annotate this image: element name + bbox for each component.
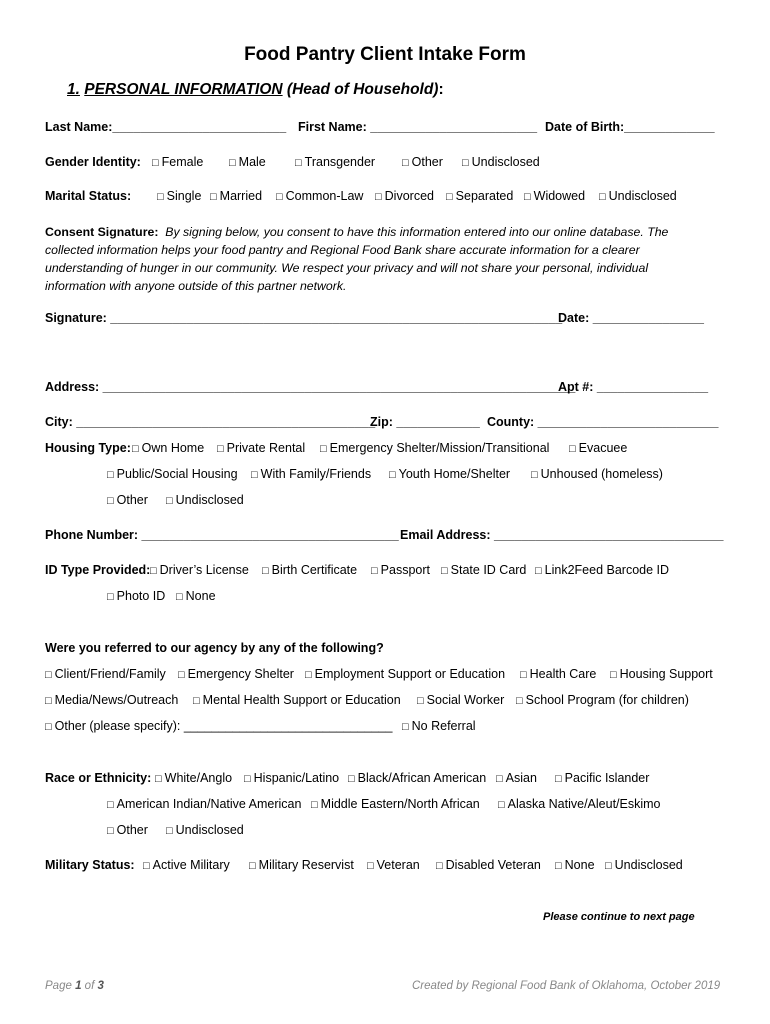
section-suffix: (Head of Household) bbox=[286, 81, 439, 98]
housing-option-label: Undisclosed bbox=[175, 493, 244, 507]
referral-option[interactable] bbox=[516, 692, 689, 709]
first-name-field[interactable]: First Name: ________________________ bbox=[298, 120, 538, 134]
checkbox-icon[interactable]: □ bbox=[217, 443, 224, 455]
military-label: Military Status: bbox=[45, 858, 135, 872]
marital-option-label: Common-Law bbox=[285, 189, 364, 203]
section-colon: : bbox=[438, 81, 444, 98]
checkbox-icon[interactable]: □ bbox=[320, 443, 327, 455]
military-option[interactable] bbox=[605, 857, 683, 874]
military-option-label: Veteran bbox=[376, 858, 420, 872]
checkbox-icon[interactable]: □ bbox=[555, 773, 562, 785]
referral-option[interactable] bbox=[305, 666, 505, 683]
referral-option[interactable] bbox=[45, 692, 178, 709]
referral-option[interactable] bbox=[417, 692, 504, 709]
race-option[interactable] bbox=[166, 822, 244, 839]
military-option-label: Undisclosed bbox=[614, 858, 683, 872]
marital-option[interactable] bbox=[524, 188, 585, 205]
referral-option-label: Media/News/Outreach bbox=[54, 693, 179, 707]
checkbox-icon[interactable]: □ bbox=[599, 191, 606, 203]
military-option[interactable] bbox=[555, 857, 595, 874]
checkbox-icon[interactable]: □ bbox=[498, 799, 505, 811]
id-type-option-label: None bbox=[185, 589, 216, 603]
referral-option[interactable] bbox=[520, 666, 596, 683]
race-option[interactable] bbox=[107, 822, 148, 839]
referral-option-label: Social Worker bbox=[426, 693, 505, 707]
race-option-label: Alaska Native/Aleut/Eskimo bbox=[507, 797, 661, 811]
checkbox-icon[interactable]: □ bbox=[229, 157, 236, 169]
checkbox-icon[interactable]: □ bbox=[520, 669, 527, 681]
marital-option-label: Divorced bbox=[384, 189, 434, 203]
checkbox-icon[interactable]: □ bbox=[107, 799, 114, 811]
housing-option[interactable] bbox=[569, 440, 627, 457]
checkbox-icon[interactable]: □ bbox=[295, 157, 302, 169]
signature-field[interactable]: Signature: _________________________________________________________________ bbox=[45, 311, 563, 325]
checkbox-icon[interactable]: □ bbox=[516, 695, 523, 707]
housing-option[interactable] bbox=[217, 440, 305, 457]
consent-paragraph bbox=[45, 223, 705, 295]
checkbox-icon[interactable]: □ bbox=[402, 157, 409, 169]
checkbox-icon[interactable]: □ bbox=[166, 495, 173, 507]
page-current: 1 bbox=[75, 980, 82, 992]
referral-other-field[interactable] bbox=[45, 718, 392, 735]
gender-option[interactable] bbox=[295, 154, 375, 171]
race-label: Race or Ethnicity: bbox=[45, 771, 152, 785]
checkbox-icon[interactable]: □ bbox=[244, 773, 251, 785]
housing-option-label: Evacuee bbox=[578, 441, 628, 455]
race-option[interactable] bbox=[155, 770, 232, 787]
gender-option-label: Transgender bbox=[304, 155, 376, 169]
checkbox-icon[interactable]: □ bbox=[107, 825, 114, 837]
section-heading bbox=[67, 81, 444, 99]
checkbox-icon[interactable]: □ bbox=[276, 191, 283, 203]
referral-option-label: Health Care bbox=[529, 667, 597, 681]
referral-question: Were you referred to our agency by any of the following? bbox=[45, 641, 384, 655]
id-type-option-label: Link2Feed Barcode ID bbox=[544, 563, 670, 577]
marital-option[interactable] bbox=[276, 188, 363, 205]
marital-option[interactable] bbox=[157, 188, 201, 205]
id-type-option[interactable] bbox=[107, 588, 165, 605]
housing-option[interactable] bbox=[107, 466, 238, 483]
referral-option[interactable] bbox=[45, 666, 166, 683]
page-number bbox=[45, 980, 104, 992]
checkbox-icon[interactable]: □ bbox=[446, 191, 453, 203]
signature-date-field[interactable]: Date: ________________ bbox=[558, 311, 704, 325]
checkbox-icon[interactable]: □ bbox=[45, 695, 52, 707]
id-type-option-label: State ID Card bbox=[450, 563, 527, 577]
race-option-label: Asian bbox=[505, 771, 537, 785]
city-field[interactable]: City: ___________________________________________ bbox=[45, 415, 376, 429]
race-option-label: Undisclosed bbox=[175, 823, 244, 837]
continue-note: Please continue to next page bbox=[543, 911, 695, 923]
referral-option-label: School Program (for children) bbox=[525, 693, 689, 707]
gender-option-label: Male bbox=[238, 155, 266, 169]
referral-none-label: No Referral bbox=[411, 719, 476, 733]
checkbox-icon[interactable]: □ bbox=[251, 469, 258, 481]
housing-option[interactable] bbox=[107, 492, 148, 509]
military-option-label: Military Reservist bbox=[258, 858, 354, 872]
checkbox-icon[interactable]: □ bbox=[262, 565, 269, 577]
checkbox-icon[interactable]: □ bbox=[417, 695, 424, 707]
gender-option[interactable] bbox=[152, 154, 203, 171]
checkbox-icon[interactable]: □ bbox=[155, 773, 162, 785]
checkbox-icon[interactable]: □ bbox=[605, 860, 612, 872]
email-field[interactable]: Email Address: _________________________________ bbox=[400, 528, 724, 542]
id-type-option[interactable] bbox=[176, 588, 216, 605]
checkbox-icon[interactable]: □ bbox=[531, 469, 538, 481]
housing-label: Housing Type: bbox=[45, 441, 131, 455]
id-type-option[interactable] bbox=[441, 562, 526, 579]
marital-option[interactable] bbox=[446, 188, 513, 205]
race-option[interactable] bbox=[311, 796, 480, 813]
checkbox-icon[interactable]: □ bbox=[569, 443, 576, 455]
page-total: 3 bbox=[97, 980, 104, 992]
checkbox-icon[interactable]: □ bbox=[496, 773, 503, 785]
race-option[interactable] bbox=[496, 770, 537, 787]
gender-option-label: Undisclosed bbox=[471, 155, 540, 169]
id-type-option-label: Birth Certificate bbox=[271, 563, 358, 577]
marital-option-label: Widowed bbox=[533, 189, 586, 203]
housing-option[interactable] bbox=[389, 466, 510, 483]
referral-option[interactable] bbox=[610, 666, 713, 683]
checkbox-icon[interactable]: □ bbox=[402, 721, 409, 733]
checkbox-icon[interactable]: □ bbox=[45, 669, 52, 681]
gender-option[interactable] bbox=[229, 154, 266, 171]
housing-option[interactable] bbox=[251, 466, 371, 483]
checkbox-icon[interactable]: □ bbox=[535, 565, 542, 577]
id-type-option-label: Driver’s License bbox=[159, 563, 249, 577]
housing-option-label: With Family/Friends bbox=[260, 467, 372, 481]
checkbox-icon[interactable]: □ bbox=[178, 669, 185, 681]
referral-other-label: Other (please specify): ______________________________ bbox=[54, 719, 393, 733]
phone-field[interactable]: Phone Number: _____________________________________ bbox=[45, 528, 399, 542]
marital-option-label: Single bbox=[166, 189, 202, 203]
military-option[interactable] bbox=[367, 857, 420, 874]
checkbox-icon[interactable]: □ bbox=[193, 695, 200, 707]
housing-option-label: Public/Social Housing bbox=[116, 467, 238, 481]
footer-credit: Created by Regional Food Bank of Oklahoma, October 2019 bbox=[412, 980, 721, 992]
military-option[interactable] bbox=[143, 857, 230, 874]
military-option-label: Active Military bbox=[152, 858, 230, 872]
checkbox-icon[interactable]: □ bbox=[210, 191, 217, 203]
housing-option-label: Youth Home/Shelter bbox=[398, 467, 511, 481]
zip-field[interactable]: Zip: ____________ bbox=[370, 415, 480, 429]
checkbox-icon[interactable]: □ bbox=[150, 565, 157, 577]
housing-option-label: Other bbox=[116, 493, 148, 507]
id-type-option[interactable] bbox=[535, 562, 669, 579]
address-field[interactable]: Address: ____________________________________________________________________ bbox=[45, 380, 576, 394]
race-option-label: White/Anglo bbox=[164, 771, 233, 785]
housing-option-label: Unhoused (homeless) bbox=[540, 467, 663, 481]
checkbox-icon[interactable]: □ bbox=[375, 191, 382, 203]
gender-option-label: Other bbox=[411, 155, 443, 169]
referral-option-label: Emergency Shelter bbox=[187, 667, 294, 681]
consent-label: Consent Signature: bbox=[45, 225, 159, 239]
consent-text: By signing below, you consent to have this information entered into our online database. The collected information helps your food pantry and Regional Food Bank share accurate information for a clearer understanding of hunger in our community. We respect your privacy and will not share your personal, individual information with anyone outside of this partner network. bbox=[45, 225, 669, 293]
referral-option-label: Housing Support bbox=[619, 667, 713, 681]
housing-option-label: Own Home bbox=[141, 441, 205, 455]
id-type-option-label: Photo ID bbox=[116, 589, 166, 603]
marital-option-label: Married bbox=[219, 189, 263, 203]
housing-option[interactable] bbox=[132, 440, 204, 457]
id-type-option[interactable] bbox=[371, 562, 430, 579]
date-of-birth-field[interactable]: Date of Birth:_____________ bbox=[545, 120, 715, 134]
referral-none-option[interactable] bbox=[402, 718, 476, 735]
checkbox-icon[interactable]: □ bbox=[107, 495, 114, 507]
race-option-label: Other bbox=[116, 823, 148, 837]
referral-option[interactable] bbox=[178, 666, 294, 683]
last-name-field[interactable]: Last Name:_________________________ bbox=[45, 120, 287, 134]
checkbox-icon[interactable]: □ bbox=[436, 860, 443, 872]
race-option-label: Black/African American bbox=[357, 771, 487, 785]
housing-option[interactable] bbox=[531, 466, 663, 483]
marital-option[interactable] bbox=[375, 188, 434, 205]
checkbox-icon[interactable]: □ bbox=[441, 565, 448, 577]
page-word: Page bbox=[45, 980, 72, 992]
gender-option[interactable] bbox=[402, 154, 443, 171]
checkbox-icon[interactable]: □ bbox=[367, 860, 374, 872]
military-option[interactable] bbox=[249, 857, 354, 874]
checkbox-icon[interactable]: □ bbox=[389, 469, 396, 481]
housing-option-label: Emergency Shelter/Mission/Transitional bbox=[329, 441, 550, 455]
housing-option[interactable] bbox=[320, 440, 549, 457]
checkbox-icon[interactable]: □ bbox=[305, 669, 312, 681]
marital-option-label: Undisclosed bbox=[608, 189, 677, 203]
race-option-label: American Indian/Native American bbox=[116, 797, 302, 811]
race-option[interactable] bbox=[555, 770, 649, 787]
marital-option[interactable] bbox=[210, 188, 262, 205]
checkbox-icon[interactable]: □ bbox=[610, 669, 617, 681]
race-option[interactable] bbox=[107, 796, 301, 813]
checkbox-icon[interactable]: □ bbox=[45, 721, 52, 733]
marital-option[interactable] bbox=[599, 188, 677, 205]
checkbox-icon[interactable]: □ bbox=[462, 157, 469, 169]
id-type-option-label: Passport bbox=[380, 563, 430, 577]
military-option[interactable] bbox=[436, 857, 541, 874]
id-type-label: ID Type Provided: bbox=[45, 563, 151, 577]
checkbox-icon[interactable]: □ bbox=[176, 591, 183, 603]
apt-field[interactable]: Apt #: ________________ bbox=[558, 380, 709, 394]
race-option[interactable] bbox=[348, 770, 486, 787]
county-field[interactable]: County: __________________________ bbox=[487, 415, 719, 429]
military-option-label: None bbox=[564, 858, 595, 872]
gender-option[interactable] bbox=[462, 154, 540, 171]
checkbox-icon[interactable]: □ bbox=[555, 860, 562, 872]
checkbox-icon[interactable]: □ bbox=[107, 469, 114, 481]
checkbox-icon[interactable]: □ bbox=[107, 591, 114, 603]
checkbox-icon[interactable]: □ bbox=[166, 825, 173, 837]
race-option-label: Pacific Islander bbox=[564, 771, 650, 785]
marital-option-label: Separated bbox=[455, 189, 514, 203]
referral-option[interactable] bbox=[193, 692, 401, 709]
checkbox-icon[interactable]: □ bbox=[132, 443, 139, 455]
id-type-option[interactable] bbox=[262, 562, 357, 579]
id-type-option[interactable] bbox=[150, 562, 249, 579]
housing-option-label: Private Rental bbox=[226, 441, 306, 455]
checkbox-icon[interactable]: □ bbox=[152, 157, 159, 169]
housing-option[interactable] bbox=[166, 492, 244, 509]
referral-option-label: Mental Health Support or Education bbox=[202, 693, 401, 707]
section-title: PERSONAL INFORMATION bbox=[84, 81, 283, 98]
race-option-label: Middle Eastern/North African bbox=[320, 797, 480, 811]
race-option[interactable] bbox=[244, 770, 339, 787]
gender-label: Gender Identity: bbox=[45, 155, 141, 169]
checkbox-icon[interactable]: □ bbox=[524, 191, 531, 203]
checkbox-icon[interactable]: □ bbox=[348, 773, 355, 785]
race-option-label: Hispanic/Latino bbox=[253, 771, 340, 785]
gender-option-label: Female bbox=[161, 155, 204, 169]
military-option-label: Disabled Veteran bbox=[445, 858, 541, 872]
race-option[interactable] bbox=[498, 796, 661, 813]
referral-option-label: Employment Support or Education bbox=[314, 667, 506, 681]
of-word: of bbox=[84, 980, 95, 992]
checkbox-icon[interactable]: □ bbox=[371, 565, 378, 577]
referral-option-label: Client/Friend/Family bbox=[54, 667, 166, 681]
checkbox-icon[interactable]: □ bbox=[249, 860, 256, 872]
form-title: Food Pantry Client Intake Form bbox=[244, 44, 526, 65]
checkbox-icon[interactable]: □ bbox=[311, 799, 318, 811]
section-number: 1. bbox=[67, 81, 80, 98]
marital-label: Marital Status: bbox=[45, 189, 132, 203]
checkbox-icon[interactable]: □ bbox=[157, 191, 164, 203]
checkbox-icon[interactable]: □ bbox=[143, 860, 150, 872]
